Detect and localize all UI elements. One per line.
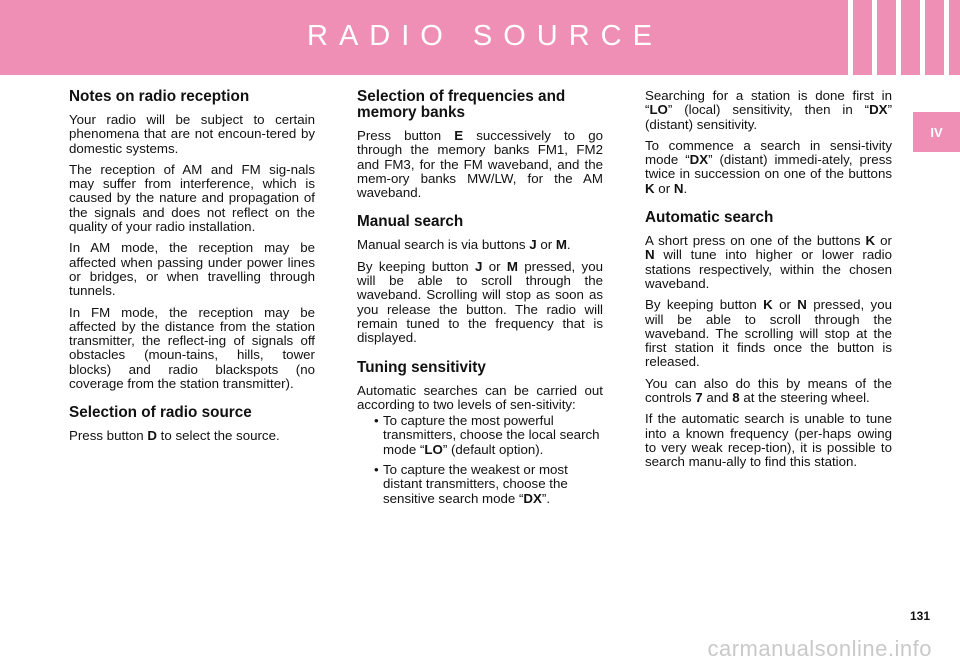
paragraph: The reception of AM and FM sig-nals may suffer from interference, which is caused by the nature and propagation of the signals and does not reflect on the quality of your radio installation. <box>69 161 315 235</box>
paragraph: Automatic searches can be carried out according to two levels of sen-sitivity: <box>357 382 603 412</box>
list-item: • To capture the weakest or most distant transmitters, choose the sensitive search mode “DX”. <box>375 463 603 506</box>
column-3 <box>645 89 892 477</box>
heading-radio-reception: Notes on radio reception <box>69 88 250 105</box>
column-1 <box>69 89 315 451</box>
page-title: RADIO SOURCE <box>307 20 663 52</box>
heading-manual-search: Manual search <box>357 213 464 231</box>
heading-automatic-search: Automatic search <box>645 209 774 227</box>
bullet-list <box>357 414 603 506</box>
header-stripes <box>842 0 960 75</box>
paragraph: In AM mode, the reception may be affected when passing under power lines or bridges, or when travelling through tunnels. <box>69 240 315 299</box>
list-item: • To capture the most powerful transmitters, choose the local search mode “LO” (default option). <box>375 414 603 457</box>
paragraph: Press button D to select the source. <box>69 428 280 444</box>
paragraph: By keeping button K or N pressed, you will be able to scroll through the waveband. The scrolling will stop at the first station it finds once the button is released. <box>645 297 892 370</box>
paragraph: You can also do this by means of the controls 7 and 8 at the steering wheel. <box>645 375 892 406</box>
paragraph: To commence a search in sensi-tivity mode “DX” (distant) immedi-ately, press twice in succession on one of the buttons K or N. <box>645 137 892 196</box>
paragraph: Manual search is via buttons J or M. <box>357 237 571 253</box>
heading-radio-source: Selection of radio source <box>69 404 252 422</box>
paragraph: Searching for a station is done first in “LO” (local) sensitivity, then in “DX” (distant) sensitivity. <box>645 88 892 132</box>
section-tab: IV <box>913 112 960 152</box>
heading-tuning-sensitivity: Tuning sensitivity <box>357 358 486 376</box>
column-2 <box>357 89 603 512</box>
watermark: carmanualsonline.info <box>707 636 932 661</box>
paragraph: A short press on one of the buttons K or N will tune into higher or lower radio stations respectively, within the chosen waveband. <box>645 233 892 291</box>
paragraph: Press button E successively to go through the memory banks FM1, FM2 and FM3, for the FM waveband, and the mem-ory banks MW/LW, for the AM waveband. <box>357 128 603 201</box>
paragraph: Your radio will be subject to certain phenomena that are not encoun-tered by domestic systems. <box>69 112 315 156</box>
paragraph: By keeping button J or M pressed, you will be able to scroll through the waveband. Scrolling will stop as soon as you release the button. The radio will remain tuned to the frequency that is displayed. <box>357 258 603 346</box>
paragraph: If the automatic search is unable to tune into a known frequency (per-haps owing to very weak recep-tion), it is possible to search manu-ally to find this station. <box>645 411 892 470</box>
paragraph: In FM mode, the reception may be affected by the distance from the station transmitter, the reflect-ing of signals off obstacles (moun-tains, hills, tower blocks) and radio blackspots (no coverage from the station transmitter). <box>69 304 315 392</box>
page-header <box>0 0 960 75</box>
heading-frequencies: Selection of frequencies and memory banks <box>357 88 566 121</box>
page-number: 131 <box>909 609 930 623</box>
